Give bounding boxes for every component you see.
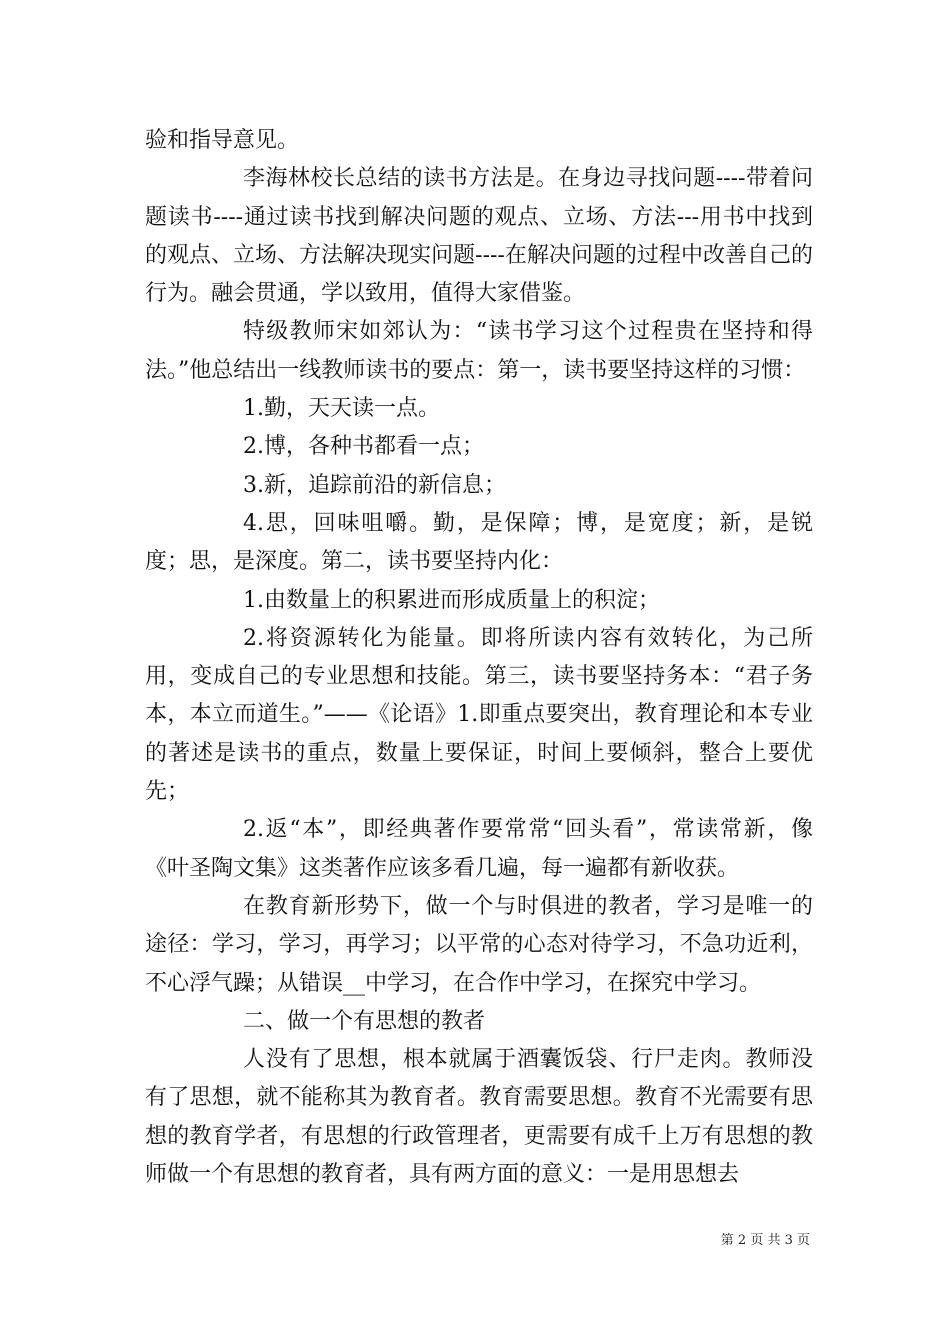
paragraph: 人没有了思想，根本就属于酒囊饭袋、行尸走肉。教师没有了思想，就不能称其为教育者。教育需要思想。教育不光需要有思想的教育学者，有思想的行政管理者，更需要有成千上万有思想的教师做一个有思想的教育者，具有两方面的意义：一是用思想去: [145, 1047, 813, 1188]
document-body: [145, 122, 813, 1194]
paragraph: 4.思，回味咀嚼。勤，是保障；博，是宽度；新，是锐度；思，是深度。第二，读书要坚持内化：: [145, 510, 813, 575]
paragraph: 二、做一个有思想的教者: [243, 1008, 486, 1034]
paragraph: 验和指导意见。: [145, 128, 300, 153]
paragraph: 3.新，追踪前沿的新信息；: [243, 472, 506, 498]
paragraph: 1.勤，天天读一点。: [243, 396, 440, 422]
paragraph: 特级教师宋如郊认为：“读书学习这个过程贵在坚持和得法。”他总结出一线教师读书的要点：第一，读书要坚持这样的习惯：: [145, 319, 813, 383]
page-number-footer: 第 2 页 共 3 页: [720, 1233, 810, 1248]
paragraph: 1.由数量上的积累进而形成质量上的积淀；: [243, 587, 660, 613]
paragraph: 李海林校长总结的读书方法是。在身边寻找问题----带着问题读书----通过读书找到解决问题的观点、立场、方法---用书中找到的观点、立场、方法解决现实问题----在解决问题的过程中改善自己的行为。融会贯通，学以致用，值得大家借鉴。: [145, 166, 813, 307]
paragraph: 在教育新形势下，做一个与时俱进的教者，学习是唯一的途径：学习，学习，再学习；以平常的心态对待学习，不急功近利，不心浮气躁；从错误__中学习，在合作中学习，在探究中学习。: [145, 893, 813, 996]
paragraph: 2.将资源转化为能量。即将所读内容有效转化，为己所用，变成自己的专业思想和技能。第三，读书要坚持务本：“君子务本，本立而道生。”——《论语》1.即重点要突出，教育理论和本专业的著述是读书的重点，数量上要保证，时间上要倾斜，整合上要优先；: [145, 625, 813, 805]
paragraph: 2.博，各种书都看一点；: [243, 434, 484, 460]
paragraph: 2.返“本”，即经典著作要常常“回头看”，常读常新，像《叶圣陶文集》这类著作应该多看几遍，每一遍都有新收获。: [145, 817, 813, 881]
